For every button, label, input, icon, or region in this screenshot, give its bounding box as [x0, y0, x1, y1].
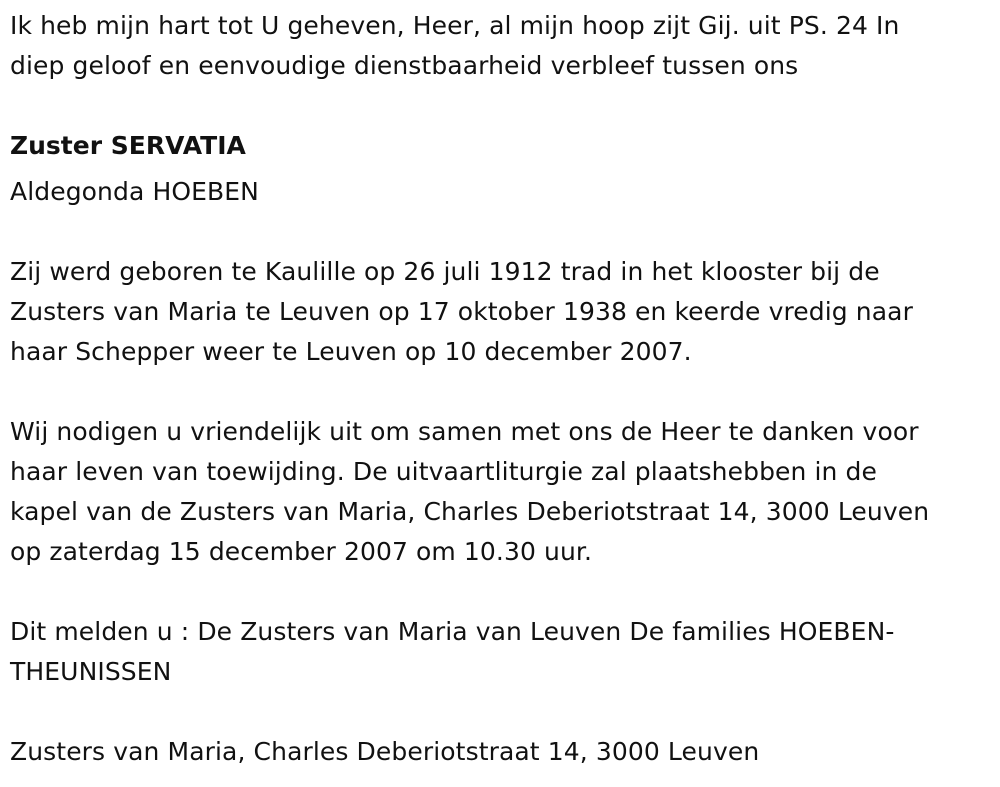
funeral-invitation: Wij nodigen u vriendelijk uit om samen met ons de Heer te danken voor haar leven van toewijding. De uitvaartliturgie zal plaatshebben in de kapel van de Zusters van Maria, Charles Deberiotstraat 14, 3000 Leuven op zaterdag 15 december 2007 om 10.30 uur.	[10, 417, 930, 566]
announcers: Dit melden u : De Zusters van Maria van Leuven De families HOEBEN- THEUNISSEN	[10, 617, 895, 686]
deceased-civil-name: Aldegonda HOEBEN	[10, 177, 259, 206]
spacer	[10, 572, 985, 612]
spacer	[10, 86, 985, 126]
deceased-religious-name: Zuster SERVATIA	[10, 131, 246, 160]
intro-verse: Ik heb mijn hart tot U geheven, Heer, al mijn hoop zijt Gij. uit PS. 24 In diep geloof en eenvoudige dienstbaarheid verbleef tussen ons	[10, 11, 900, 80]
spacer	[10, 692, 985, 732]
spacer	[10, 212, 985, 252]
obituary-notice	[10, 6, 985, 772]
contact-address: Zusters van Maria, Charles Deberiotstraat 14, 3000 Leuven	[10, 737, 760, 766]
life-summary: Zij werd geboren te Kaulille op 26 juli 1912 trad in het klooster bij de Zusters van Maria te Leuven op 17 oktober 1938 en keerde vredig naar haar Schepper weer te Leuven op 10 december 2007.	[10, 257, 913, 366]
spacer	[10, 372, 985, 412]
